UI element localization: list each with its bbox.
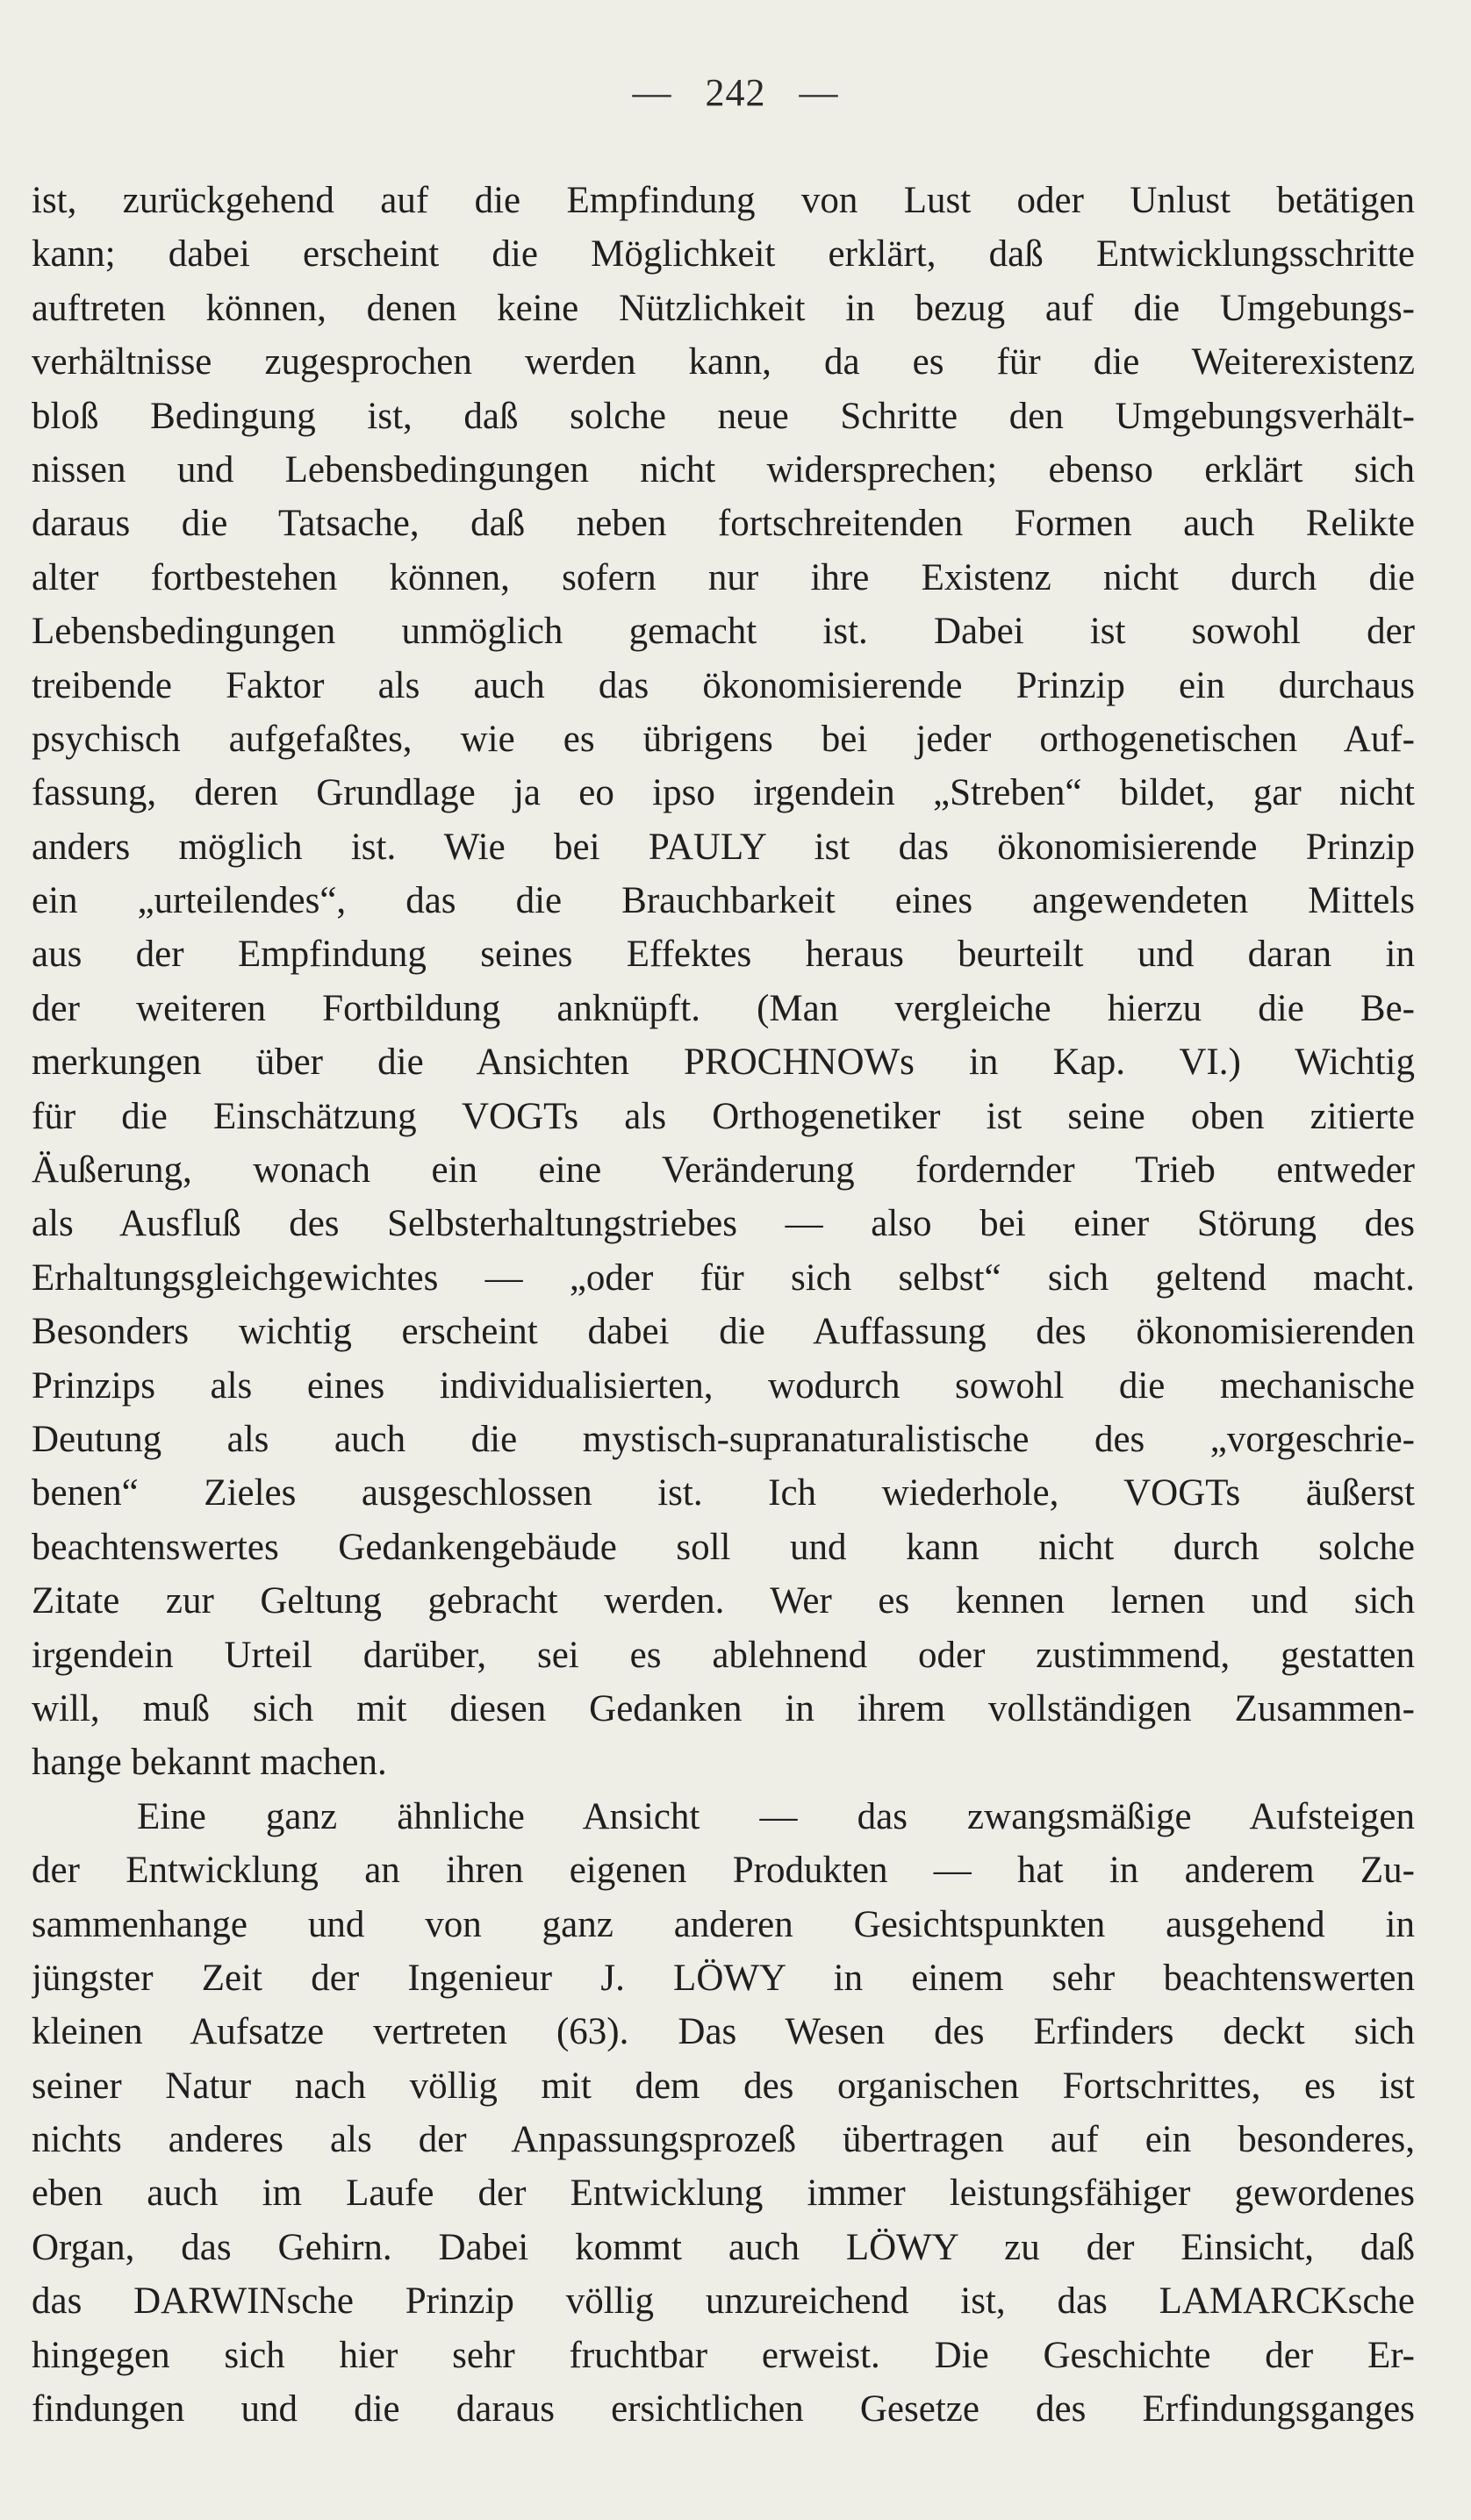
text-line: benen“ Zieles ausgeschlossen ist. Ich wiederhole, VOGTs äußerst [32, 1472, 1415, 1514]
text-line: treibende Faktor als auch das ökonomisierende Prinzip ein durchaus [32, 664, 1415, 706]
text-line: seiner Natur nach völlig mit dem des organischen Fortschrittes, es ist [32, 2065, 1415, 2107]
text-line: ist, zurückgehend auf die Empfindung von Lust oder Unlust betätigen [32, 180, 1415, 221]
text-line: verhältnisse zugesprochen werden kann, da es für die Weiterexistenz [32, 341, 1415, 383]
text-line: Prinzips als eines individualisierten, wodurch sowohl die mechanische [32, 1364, 1415, 1407]
text-line: ein „urteilendes“, das die Brauchbarkeit eines angewendeten Mittels [32, 880, 1415, 922]
text-line: Deutung als auch die mystisch-supranaturalistische des „vorgeschrie- [32, 1418, 1415, 1460]
text-line: Erhaltungsgleichgewichtes — „oder für sich selbst“ sich geltend macht. [32, 1256, 1415, 1299]
text-line: daraus die Tatsache, daß neben fortschreitenden Formen auch Relikte [32, 503, 1415, 545]
text-line: kann; dabei erscheint die Möglichkeit erklärt, daß Entwicklungsschritte [32, 233, 1415, 276]
text-line: Besonders wichtig erscheint dabei die Auffassung des ökonomisierenden [32, 1311, 1415, 1353]
text-line: beachtenswertes Gedankengebäude soll und kann nicht durch solche [32, 1526, 1415, 1568]
paragraph-last-line: hange bekannt machen. [32, 1742, 387, 1784]
paragraph-first-line: Eine ganz ähnliche Ansicht — das zwangsmäßige Aufsteigen [137, 1795, 1415, 1837]
text-line: Äußerung, wonach ein eine Veränderung fordernder Trieb entweder [32, 1149, 1415, 1192]
text-line: Zitate zur Geltung gebracht werden. Wer es kennen lernen und sich [32, 1580, 1415, 1622]
text-line: anders möglich ist. Wie bei PAULY ist das ökonomisierende Prinzip [32, 826, 1415, 868]
text-line: nissen und Lebensbedingungen nicht widersprechen; ebenso erklärt sich [32, 448, 1415, 490]
text-line: jüngster Zeit der Ingenieur J. LÖWY in einem sehr beachtenswerten [32, 1957, 1415, 1999]
text-line: fassung, deren Grundlage ja eo ipso irgendein „Streben“ bildet, gar nicht [32, 772, 1415, 814]
text-line: aus der Empfindung seines Effektes heraus beurteilt und daran in [32, 934, 1415, 976]
text-line: merkungen über die Ansichten PROCHNOWs in Kap. VI.) Wichtig [32, 1042, 1415, 1084]
text-line: hingegen sich hier sehr fruchtbar erweist. Die Geschichte der Er- [32, 2334, 1415, 2376]
text-line: irgendein Urteil darüber, sei es ablehnend oder zustimmend, gestatten [32, 1634, 1415, 1676]
text-line: Organ, das Gehirn. Dabei kommt auch LÖWY zu der Einsicht, daß [32, 2226, 1415, 2268]
text-line: auftreten können, denen keine Nützlichkeit in bezug auf die Umgebungs- [32, 287, 1415, 329]
text-line: für die Einschätzung VOGTs als Orthogenetiker ist seine oben zitierte [32, 1095, 1415, 1137]
page-number: 242 [705, 71, 766, 114]
text-line: kleinen Aufsatze vertreten (63). Das Wesen des Erfinders deckt sich [32, 2011, 1415, 2053]
text-line: bloß Bedingung ist, daß solche neue Schritte den Umgebungsverhält- [32, 395, 1415, 437]
text-line: findungen und die daraus ersichtlichen Gesetze des Erfindungsganges [32, 2388, 1415, 2431]
body-text [32, 174, 1415, 2436]
text-line: der Entwicklung an ihren eigenen Produkten — hat in anderem Zu- [32, 1850, 1415, 1892]
text-line: eben auch im Laufe der Entwicklung immer leistungsfähiger gewordenes [32, 2173, 1415, 2215]
page-header [0, 70, 1471, 115]
text-line: das DARWINsche Prinzip völlig unzureichend ist, das LAMARCKsche [32, 2280, 1415, 2323]
text-line: alter fortbestehen können, sofern nur ihre Existenz nicht durch die [32, 556, 1415, 598]
text-line: der weiteren Fortbildung anknüpft. (Man vergleiche hierzu die Be- [32, 987, 1415, 1029]
text-line: als Ausfluß des Selbsterhaltungstriebes — also bei einer Störung des [32, 1203, 1415, 1245]
text-line: will, muß sich mit diesen Gedanken in ihrem vollständigen Zusammen- [32, 1687, 1415, 1729]
text-line: Lebensbedingungen unmöglich gemacht ist. Dabei ist sowohl der [32, 611, 1415, 653]
header-dash-left: — [632, 71, 672, 114]
text-line: nichts anderes als der Anpassungsprozeß übertragen auf ein besonderes, [32, 2119, 1415, 2161]
text-line: psychisch aufgefaßtes, wie es übrigens bei jeder orthogenetischen Auf- [32, 718, 1415, 760]
header-dash-right: — [799, 71, 839, 114]
text-line: sammenhange und von ganz anderen Gesichtspunkten ausgehend in [32, 1903, 1415, 1945]
